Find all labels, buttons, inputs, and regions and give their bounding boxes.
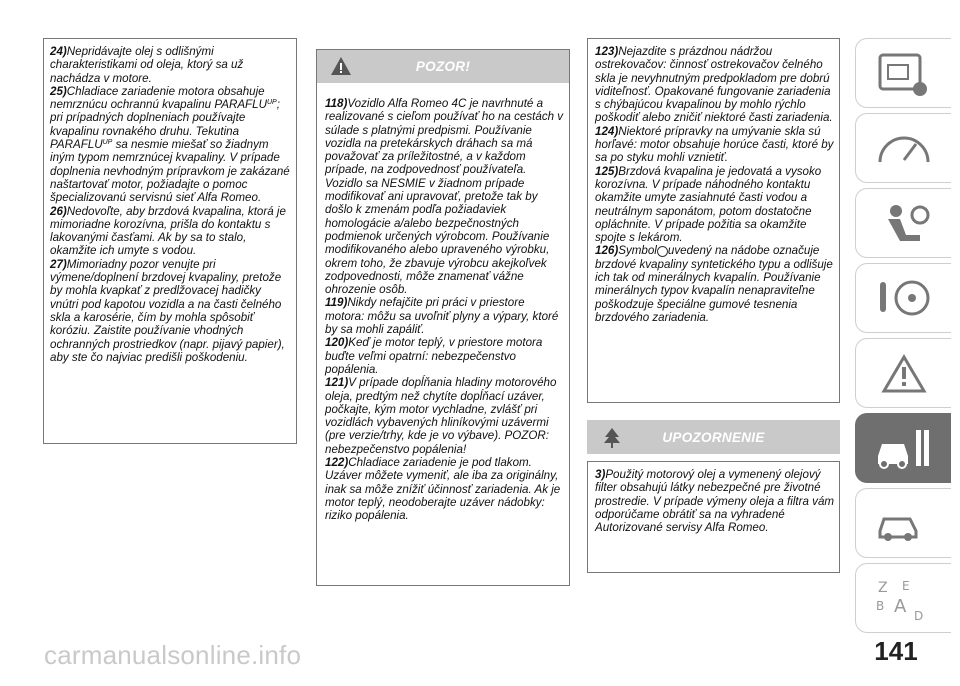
svg-text:Z: Z: [878, 580, 888, 596]
warning-120: 120)Keď je motor teplý, v priestore motora buďte veľmi opatrní: nebezpečenstvo popálenia.: [325, 336, 543, 376]
tab-dashboard[interactable]: [855, 113, 951, 183]
pozor-title: POZOR!: [415, 59, 471, 74]
car-wrench-icon: [874, 426, 934, 472]
brake-fluid-symbol-icon: [657, 246, 668, 257]
tab-starting-driving[interactable]: [855, 263, 951, 333]
note-24: 24)Nepridávajte olej s odlišnými charakteristikami od oleja, ktorý sa už nachádza v motore.: [50, 45, 244, 85]
tab-safety[interactable]: [855, 188, 951, 258]
note-25: 25)Chladiace zariadenie motora obsahuje nemrznúcu ochrannú kvapalinu $PARAFLU^{UP}$; pri prípadných doplneniach používajte kvapalinu rovnakého druhu. Tekutina $PARAFLU^{UP}$ sa nesmie miešať so žiadnym iným typom nemrznúcej kvapaliny. V prípade doplnenia nevhodným prípravkom je zakázané naštartovať motor, požiadajte o pomoc špecializovanú servisnú sieť Alfa Romeo.: [50, 84, 290, 205]
airbag-seat-icon: [874, 201, 934, 247]
warning-121: 121)V prípade dopĺňania hladiny motorového oleja, predtým než chytíte dopĺňací uzáver, počkajte, kým motor vychladne, zvlášť pri vozidlách vybavených hliníkovými uzávermi (pre verzie/trhy, kde je vo výbave). POZOR: nebezpečenstvo popálenia!: [325, 376, 557, 456]
upozornenie-title: UPOZORNENIE: [662, 430, 765, 445]
warning-125: 125)Brzdová kvapalina je jedovatá a vysoko korozívna. V prípade náhodného kontaktu okamžite umyte zasiahnuté časti vodou a neutrálnym saponátom, potom dostatočne opláchnite. V prípade požitia sa okamžite spojte s lekárom.: [595, 164, 822, 245]
warning-122: 122)Chladiace zariadenie je pod tlakom. Uzáver môžete vymeniť, ale iba za originálny, inak sa môže znížiť účinnosť zariadenia. Ak je motor teplý, neodoberajte uzáver nádobky: riziko popálenia.: [325, 456, 561, 523]
steering-wheel-key-icon: [874, 276, 934, 322]
upozornenie-header: [587, 420, 840, 454]
svg-text:E: E: [902, 579, 910, 593]
warning-road-icon: [874, 351, 934, 397]
car-info-icon: [874, 51, 934, 97]
svg-text:D: D: [914, 609, 924, 622]
warning-118: 118)Vozidlo Alfa Romeo 4C je navrhnuté a realizované s cieľom používať ho na cestách v súlade s platnými predpismi. Používanie vozidla na pretekárskych dráhach sa má považovať za príležitostné, a v každom prípade, na zodpovednosť používateľa. Vozidlo sa NESMIE v žiadnom prípade modifikovať ani upravovať, pretože tak by došlo k zmenám podľa požiadaviek homologácie a/alebo bezpečnostných podmienok určených výrobcom. Používanie modifikovaného alebo upraveného výrobku, okrem toho, že zbavuje výrobcu akejkoľvek zodpovednosti, môže znamenať vážne ohrozenie osôb.: [325, 97, 564, 297]
tab-emergency[interactable]: [855, 338, 951, 408]
notes-column-3: [587, 38, 840, 403]
tab-servicing-care[interactable]: [855, 413, 951, 483]
page-number: 141: [874, 636, 918, 666]
alphabetical-index-icon: [874, 576, 934, 622]
technical-data-icon: [874, 501, 934, 547]
note-26: 26)Nedovoľte, aby brzdová kvapalina, ktorá je mimoriadne korozívna, prišla do kontaktu s lakovanými časťami. Ak by sa to stalo, okamžite ich umyte s vodou.: [50, 204, 286, 258]
warning-119: 119)Nikdy nefajčite pri práci v priestore motora: môžu sa uvoľniť plyny a výpary, ktoré by sa mohli zapáliť.: [325, 296, 559, 337]
warning-126: 126)Symbol uvedený na nádobe označuje brzdové kvapaliny syntetického typu a odlišuje ich tak od minerálnych kvapalín. Používanie minerálnych typov kvapalín nenapraviteľne poškodzuje špeciálne gumové tesnenia brzdového zariadenia.: [595, 244, 833, 324]
svg-text:A: A: [894, 596, 907, 617]
warning-124: 124)Niektoré prípravky na umývanie skla sú horľavé: motor obsahuje horúce časti, ktoré by sa po styku mohli vznietiť.: [595, 124, 834, 165]
upozornenie-box: [587, 461, 840, 573]
note-27: 27)Mimoriadny pozor venujte pri výmene/doplnení brzdovej kvapaliny, pretože by mohla kvapkať z predlžovacej hadičky vnútri pod kapotou vozidla a na časti čelného skla a karosérie, čím by mohla spôsobiť koróziu. Zaistite používanie vhodných ochranných prostriedkov (napr. pijavý papier), aby ste čo najviac predišli poškodeniu.: [50, 257, 285, 364]
pozor-box: [316, 49, 570, 586]
watermark: carmanualsonline.info: [44, 640, 302, 670]
notes-column-1: [43, 38, 297, 444]
dashboard-icon: [874, 126, 934, 172]
notice-3: 3)Použitý motorový olej a vymenený olejový filter obsahujú látky nebezpečné pre životné prostredie. V prípade výmeny oleja a filtra vám odporúčame obrátiť sa na vyhradené Autorizované servisy Alfa Romeo.: [595, 468, 835, 535]
tab-technical-data[interactable]: [855, 488, 951, 558]
warning-123: 123)Nejazdite s prázdnou nádržou ostrekovačov: činnosť ostrekovačov čelného skla je nevyhnutným predpokladom pre dobrú viditeľnosť. Opakované fungovanie zariadenia s chýbajúcou kvapalinou by mohlo rýchlo poškodiť alebo zničiť niektoré časti zariadenia.: [595, 45, 833, 125]
tab-alphabetical-index[interactable]: [855, 563, 951, 633]
svg-text:B: B: [876, 599, 885, 613]
tab-car-info[interactable]: [855, 38, 951, 108]
